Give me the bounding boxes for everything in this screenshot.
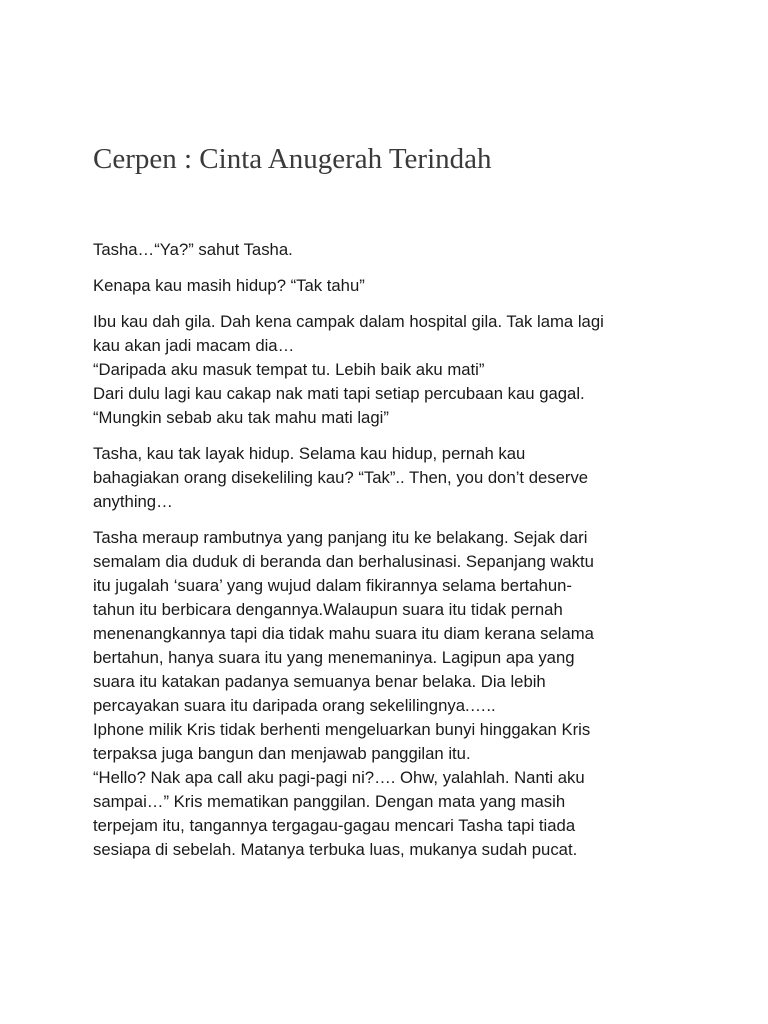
paragraph [93, 526, 683, 862]
text-line: percayakan suara itu daripada orang sekelilingnya.….. [93, 696, 496, 715]
text-line: kau akan jadi macam dia… [93, 336, 295, 355]
text-line: bahagiakan orang disekeliling kau? “Tak”.. Then, you don’t deserve [93, 468, 589, 487]
text-line: semalam dia duduk di beranda dan berhalusinasi. Sepanjang waktu [93, 552, 594, 571]
paragraph [93, 274, 683, 298]
text-line: terpejam itu, tangannya tergagau-gagau mencari Tasha tapi tiada [93, 816, 576, 835]
paragraph [93, 310, 683, 430]
text-line: “Hello? Nak apa call aku pagi-pagi ni?…. Ohw, yalahlah. Nanti aku [93, 768, 585, 787]
paragraph [93, 238, 683, 262]
text-line: suara itu katakan padanya semuanya benar belaka. Dia lebih [93, 672, 546, 691]
text-line: Iphone milik Kris tidak berhenti mengeluarkan bunyi hinggakan Kris [93, 720, 591, 739]
text-line: Tasha, kau tak layak hidup. Selama kau hidup, pernah kau [93, 444, 526, 463]
text-line: terpaksa juga bangun dan menjawab panggilan itu. [93, 744, 471, 763]
text-line: Dari dulu lagi kau cakap nak mati tapi setiap percubaan kau gagal. [93, 384, 585, 403]
text-line: sesiapa di sebelah. Matanya terbuka luas, mukanya sudah pucat. [93, 840, 578, 859]
text-line: Ibu kau dah gila. Dah kena campak dalam hospital gila. Tak lama lagi [93, 312, 604, 331]
text-line: Kenapa kau masih hidup? “Tak tahu” [93, 276, 365, 295]
text-line: bertahun, hanya suara itu yang menemaninya. Lagipun apa yang [93, 648, 575, 667]
text-line: “Daripada aku masuk tempat tu. Lebih baik aku mati” [93, 360, 485, 379]
text-line: anything… [93, 492, 173, 511]
text-line: tahun itu berbicara dengannya.Walaupun suara itu tidak pernah [93, 600, 563, 619]
page-title: Cerpen : Cinta Anugerah Terindah [93, 143, 492, 175]
text-line: Tasha meraup rambutnya yang panjang itu ke belakang. Sejak dari [93, 528, 588, 547]
story-body [93, 238, 683, 874]
paragraph [93, 442, 683, 514]
text-line: itu jugalah ‘suara’ yang wujud dalam fikirannya selama bertahun- [93, 576, 572, 595]
text-line: menenangkannya tapi dia tidak mahu suara itu diam kerana selama [93, 624, 594, 643]
text-line: Tasha…“Ya?” sahut Tasha. [93, 240, 293, 259]
text-line: “Mungkin sebab aku tak mahu mati lagi” [93, 408, 389, 427]
text-line: sampai…” Kris mematikan panggilan. Dengan mata yang masih [93, 792, 566, 811]
